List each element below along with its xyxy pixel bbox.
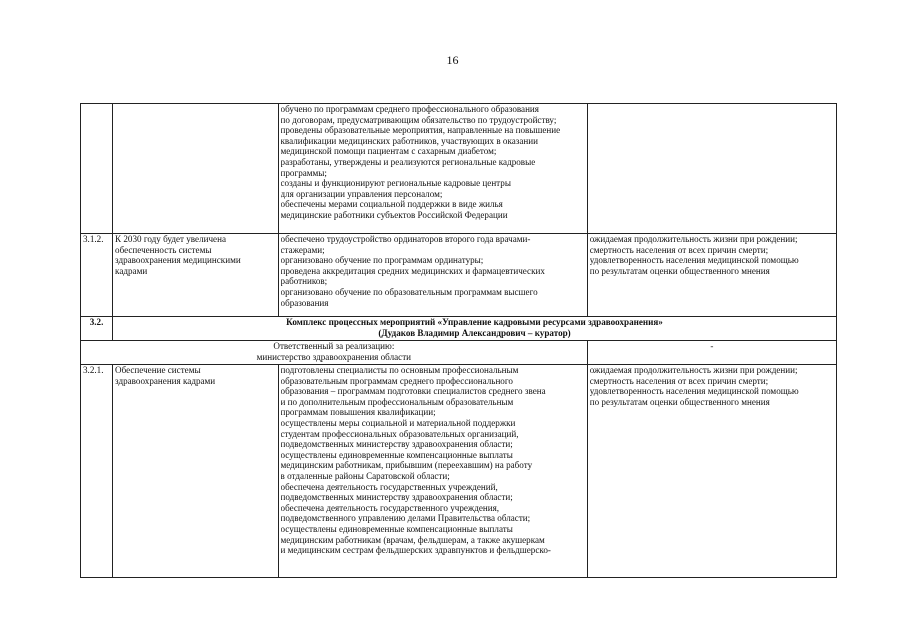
page-number: 16 xyxy=(446,53,459,67)
task-name-cell xyxy=(113,104,278,234)
indicators-cell: - xyxy=(587,341,836,365)
table-row-3-2 xyxy=(81,317,837,341)
indicators-cell xyxy=(587,104,836,234)
results-cell: подготовлены специалисты по основным профессиональным образовательным программам среднего профессионального образования – программам подготовки специалистов среднего звена и по дополнительным профессиональным образовательным программам повышения квалификации; осуществлены меры социальной и материальной поддержки студентам профессиональных образовательных организаций, подведомственных министерству здравоохранения области; осуществлены единовременные компенсационные выплаты медицинским работникам, прибывшим (переехавшим) на работу в отдаленные районы Саратовской области; обеспечена деятельность государственных учреждений, подведомственных министерству здравоохранения области; обеспечена деятельность государственного учреждения, подведомственного управлению делами Правительства области; осуществлены единовременные компенсационные выплаты медицинским работникам (врачам, фельдшерам, а также акушеркам и медицинским сестрам фельдшерских здравпунктов и фельдшерско- xyxy=(278,365,587,578)
table-row-3-1-2 xyxy=(81,234,837,317)
row-number-cell xyxy=(81,104,113,234)
results-cell: обучено по программам среднего профессионального образования по договорам, предусматривающим обязательство по трудоустройству; проведены образовательные мероприятия, направленные на повышение квалификации медицинских работников, участвующих в оказании медицинской помощи пациентам с сахарным диабетом; разработаны, утверждены и реализуются региональные кадровые программы; созданы и функционируют региональные кадровые центры для организации управления персоналом; обеспечены мерами социальной поддержки в виде жилья медицинские работники субъектов Российской Федерации xyxy=(278,104,587,234)
measures-table xyxy=(80,103,837,578)
indicators-cell: ожидаемая продолжительность жизни при рождении; смертность населения от всех причин смерти; удовлетворенность населения медицинской помощью по результатам оценки общественного мнения xyxy=(587,365,836,578)
task-name-cell: К 2030 году будет увеличена обеспеченность системы здравоохранения медицинскими кадрами xyxy=(113,234,278,317)
responsible-cell: Ответственный за реализацию: министерство здравоохранения области xyxy=(81,341,588,365)
row-number-cell: 3.2.1. xyxy=(81,365,113,578)
task-name-cell: Обеспечение системы здравоохранения кадрами xyxy=(113,365,278,578)
results-cell: обеспечено трудоустройство ординаторов второго года врачами- стажерами; организовано обучение по программам ординатуры; проведена аккредитация средних медицинских и фармацевтических работников; организовано обучение по образовательным программам высшего образования xyxy=(278,234,587,317)
table-row-responsible xyxy=(81,341,837,365)
table-row-3-2-1 xyxy=(81,365,837,578)
complex-title-cell: Комплекс процессных мероприятий «Управление кадровыми ресурсами здравоохранения» (Дудаков Владимир Александрович – куратор) xyxy=(113,317,837,341)
row-number-cell: 3.2. xyxy=(81,317,113,341)
table-row-continuation xyxy=(81,104,837,234)
row-number-cell: 3.1.2. xyxy=(81,234,113,317)
indicators-cell: ожидаемая продолжительность жизни при рождении; смертность населения от всех причин смерти; удовлетворенность населения медицинской помощью по результатам оценки общественного мнения xyxy=(587,234,836,317)
